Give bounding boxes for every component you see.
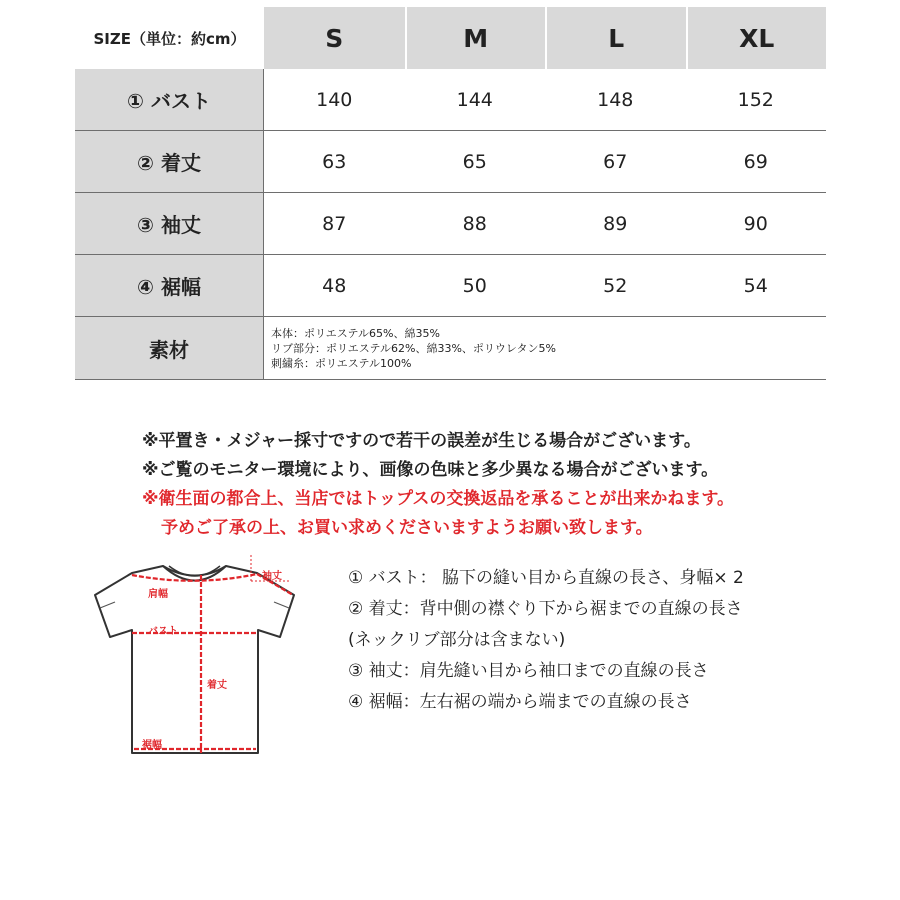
material-line: 刺繍糸：ポリエステル100% <box>271 356 412 370</box>
row-label-sleeve: ③ 袖丈 <box>75 193 264 254</box>
size-s-header: S <box>264 7 405 69</box>
table-cell: 148 <box>597 88 634 111</box>
row-label-hem: ④ 裾幅 <box>75 255 264 316</box>
material-composition <box>264 317 826 379</box>
table-cell: 63 <box>322 150 347 173</box>
table-cell: 90 <box>743 212 768 235</box>
table-cell: 48 <box>322 274 347 297</box>
table-cell: 54 <box>743 274 768 297</box>
size-xl-header: XL <box>686 7 827 69</box>
tshirt-diagram <box>90 553 305 773</box>
table-cell: 67 <box>603 150 628 173</box>
table-cell: 152 <box>737 88 774 111</box>
diagram-label-length: 着丈 <box>207 680 227 691</box>
table-row-sleeve <box>75 193 826 255</box>
size-l-header: L <box>545 7 686 69</box>
note-acknowledge: 予めご了承の上、お買い求めくださいますようお願い致します。 <box>161 518 653 538</box>
size-header-row <box>75 7 826 69</box>
legend-sleeve: ③ 袖丈：肩先縫い目から袖口までの直線の長さ <box>348 661 709 681</box>
table-row-material <box>75 317 826 380</box>
measurement-legend <box>348 563 744 718</box>
table-cell: 52 <box>603 274 628 297</box>
size-unit-label: SIZE（単位：約cm） <box>75 7 264 69</box>
diagram-label-bust: バスト <box>148 626 178 637</box>
note-monitor: ※ご覧のモニター環境により、画像の色味と多少異なる場合がございます。 <box>142 460 719 480</box>
note-no-returns: ※衛生面の都合上、当店ではトップスの交換返品を承ることが出来かねます。 <box>142 489 734 509</box>
table-cell: 50 <box>462 274 487 297</box>
row-label-length: ② 着丈 <box>75 131 264 192</box>
table-cell: 89 <box>603 212 628 235</box>
table-cell: 144 <box>456 88 493 111</box>
legend-bust: ① バスト： 脇下の縫い目から直線の長さ、身幅× 2 <box>348 568 744 588</box>
material-line: 本体：ポリエステル65%、綿35% <box>271 326 440 340</box>
table-cell: 65 <box>462 150 487 173</box>
size-m-header: M <box>405 7 546 69</box>
material-line: リブ部分：ポリエステル62%、綿33%、ポリウレタン5% <box>271 341 556 355</box>
row-label-material: 素材 <box>75 317 264 379</box>
table-cell: 140 <box>316 88 353 111</box>
row-label-bust: ① バスト <box>75 69 264 130</box>
notes <box>142 427 734 543</box>
table-cell: 87 <box>322 212 347 235</box>
table-cell: 88 <box>462 212 487 235</box>
table-row-hem <box>75 255 826 317</box>
diagram-label-hem: 裾幅 <box>142 740 162 751</box>
legend-hem: ④ 裾幅：左右裾の端から端までの直線の長さ <box>348 692 692 712</box>
size-table <box>75 7 826 380</box>
diagram-label-sleeve: 袖丈 <box>262 571 282 582</box>
diagram-label-shoulder: 肩幅 <box>148 589 168 600</box>
table-row-length <box>75 131 826 193</box>
legend-length-note: (ネックリブ部分は含まない) <box>348 630 566 650</box>
table-row-bust <box>75 69 826 131</box>
table-cell: 69 <box>743 150 768 173</box>
legend-length: ② 着丈：背中側の襟ぐり下から裾までの直線の長さ <box>348 599 743 619</box>
tshirt-outline-icon <box>90 553 305 773</box>
note-measurement: ※平置き・メジャー採寸ですので若干の誤差が生じる場合がございます。 <box>142 431 701 451</box>
